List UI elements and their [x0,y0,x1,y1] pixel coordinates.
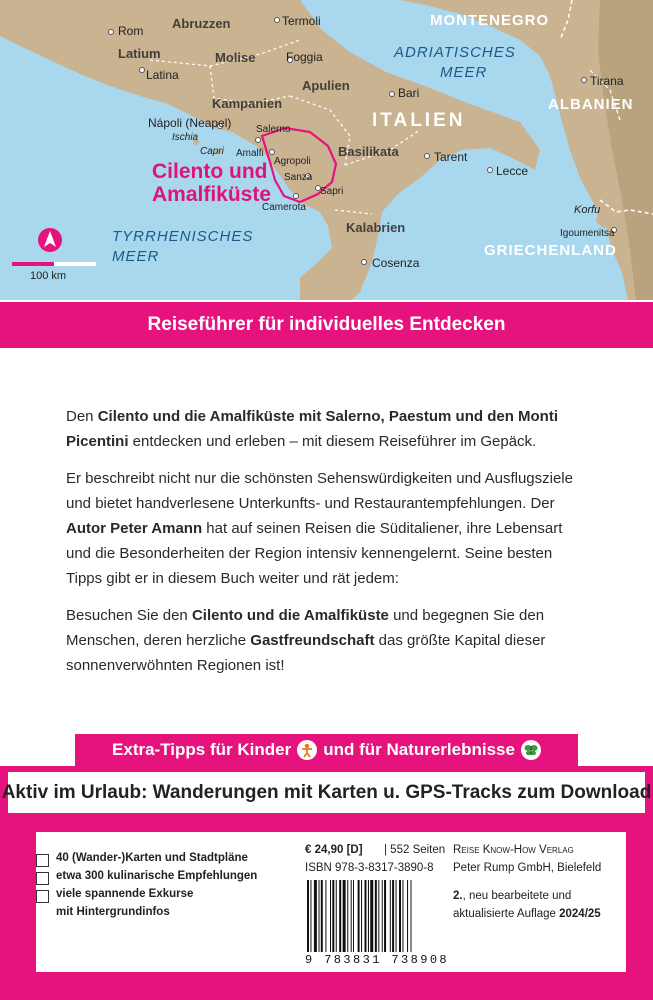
barcode-bar [336,880,337,952]
highlight-region-line2: Amalfiküste [152,183,272,206]
extra-tips-kids: Extra-Tipps für Kinder [112,740,292,759]
city-rom: Rom [118,24,144,38]
barcode-bar [347,880,348,952]
p3-bold-2: Gastfreundschaft [250,632,375,649]
sea-adriatic-line1: ADRIATISCHES [394,44,516,61]
p2-text-a: Er beschreibt nicht nur die schönsten Sehenswürdigkeiten und Ausflugsziele und bietet handverlesene Unterkunfts- und Restaurantempfehlungen. Der [66,470,573,512]
city-lecce: Lecce [496,164,529,178]
checkbox-icon [36,854,49,867]
barcode-bar [325,880,326,952]
region-kampanien: Kampanien [212,96,283,111]
barcode-bar [378,880,379,952]
city-agropoli: Agropoli [274,156,311,167]
barcode-bar [365,880,367,952]
city-sapri: Sapri [320,186,344,197]
barcode-bar [368,880,369,952]
p3-text-a: Besuchen Sie den [66,607,192,624]
price: € 24,90 [D] [305,844,363,856]
child-icon [297,740,317,760]
island-capri: Capri [200,146,224,157]
sea-tyrrhenian-line1: TYRRHENISCHES [112,228,254,245]
city-latina: Latina [146,68,179,82]
paragraph-1 [66,404,586,454]
city-tarent: Tarent [434,150,468,164]
region-molise: Molise [215,50,256,65]
city-bari: Bari [398,86,420,100]
barcode-bar [310,880,311,952]
barcode-bar [332,880,334,952]
aktiv-banner [1,772,652,813]
region-latium: Latium [118,46,161,61]
sea-adriatic-line2: MEER [440,64,488,81]
country-albanien: ALBANIEN [548,96,634,113]
city-sanza: Sanza [284,172,313,183]
book-info-box [36,832,626,972]
aktiv-banner-text: Aktiv im Urlaub: Wanderungen mit Karten u. GPS-Tracks zum Download [1,781,652,803]
barcode-bar [375,880,377,952]
barcode-bar [339,880,341,952]
overview-map [0,0,653,300]
paragraph-3 [66,603,586,678]
barcode-bar [319,880,320,952]
city-salerno: Salerno [256,124,291,135]
edition-text-2: aktualisierte Auflage [453,908,560,920]
barcode-bar [407,880,408,952]
barcode-bar [384,880,386,952]
country-montenegro: MONTENEGRO [430,12,550,29]
publisher-company: Peter Rump GmbH, Bielefeld [453,862,602,874]
barcode-bar [370,880,373,952]
city-igoumenitsa: Igoumenitsa [560,228,615,239]
edition-line-1 [453,890,571,902]
barcode-bar [358,880,360,952]
checkbox-icon [36,872,49,885]
tagline-text: Reiseführer für individuelles Entdecken [147,314,506,335]
city-amalfi: Amalfi [236,148,264,159]
paragraph-2 [66,466,586,591]
region-abruzzen: Abruzzen [172,16,231,31]
country-griechenland: GRIECHENLAND [484,242,617,259]
tagline-banner [0,302,653,348]
feature-item-1: 40 (Wander-)Karten und Stadtpläne [56,852,248,864]
edition-number: 2. [453,890,463,902]
city-cosenza: Cosenza [372,256,420,270]
p3-bold-1: Cilento und die Amalfiküste [191,607,389,624]
feature-item-4: mit Hintergrundinfos [56,906,170,918]
sea-tyrrhenian-line2: MEER [112,248,160,265]
feature-item-3: viele spannende Exkurse [56,888,194,900]
city-tirana: Tirana [590,74,624,88]
barcode-bar [307,880,309,952]
p1-bold: Cilento und die Amalfiküste mit Salerno, Paestum und den Monti Picentini [66,408,559,450]
city-termoli: Termoli [282,14,321,28]
barcode-bar [351,880,352,952]
p2-bold: Autor Peter Amann [66,520,203,537]
country-italien: ITALIEN [372,110,466,131]
page-count: | 552 Seiten [384,844,446,856]
barcode [305,880,455,952]
barcode-bar [330,880,331,952]
p1-text-c: entdecken und erleben – mit diesem Reiseführer im Gepäck. [128,433,537,450]
extra-tips-nature: und für Naturerlebnisse [323,740,515,759]
barcode-bar [314,880,317,952]
barcode-bar [361,880,362,952]
extra-tips-banner [75,734,578,766]
isbn: ISBN 978-3-8317-3890-8 [305,862,434,874]
city-camerota: Camerota [262,202,306,213]
barcode-bar [396,880,397,952]
butterfly-icon [521,740,541,760]
scale-label: 100 km [30,270,67,282]
p1-text-a: Den [66,408,98,425]
barcode-bar [343,880,346,952]
barcode-bar [382,880,383,952]
barcode-bar [321,880,323,952]
edition-year: 2024/25 [559,908,601,920]
region-apulien: Apulien [302,78,350,93]
highlight-region-line1: Cilento und [152,160,268,183]
barcode-number: 9 783831 738908 [305,953,450,967]
edition-text-1: , neu bearbeitete und [462,890,572,902]
feature-item-2: etwa 300 kulinarische Empfehlungen [56,870,258,882]
barcode-bar [390,880,391,952]
p2-text-c: hat auf seinen Reisen die Süditaliener, ihre Lebensart und die Besonderheiten der Region intensiv kennengelernt. Seine besten Tipps gibt er in diesem Buch weiter und rät jedem: [66,520,563,587]
barcode-bar [411,880,412,952]
edition-line-2 [453,908,601,920]
region-basilikata: Basilikata [338,144,399,159]
description-text [66,404,586,690]
publisher-name: Reise Know-How Verlag [453,844,574,856]
checkbox-icon [36,890,49,903]
city-napoli: Nápoli (Neapel) [148,116,232,130]
p3-text-e: das größte Kapital dieser sonnenverwöhnten Regionen ist! [66,632,546,674]
barcode-bar [392,880,394,952]
p3-text-c: und begegnen Sie den Menschen, deren herzliche [66,607,545,649]
barcode-bar [399,880,401,952]
city-foggia: Foggia [286,50,323,64]
island-korfu: Korfu [574,204,601,216]
region-kalabrien: Kalabrien [346,220,406,235]
barcode-bar [353,880,354,952]
barcode-bar [402,880,403,952]
island-ischia: Ischia [172,132,199,143]
